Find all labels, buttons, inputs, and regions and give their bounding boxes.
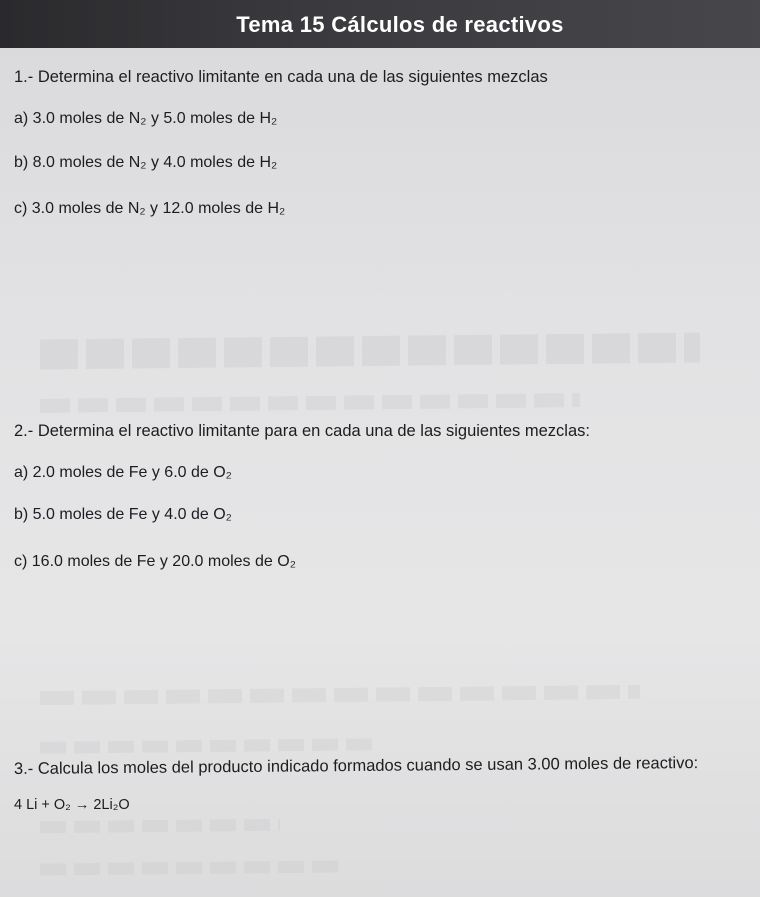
question-2-item-a: a) 2.0 moles de Fe y 6.0 de O₂ bbox=[14, 464, 232, 481]
bleed-through-text bbox=[40, 819, 280, 834]
bleed-through-text bbox=[40, 393, 580, 413]
question-2-item-b: b) 5.0 moles de Fe y 4.0 de O₂ bbox=[14, 506, 232, 523]
bleed-through-text bbox=[40, 738, 380, 754]
question-2: 2.- Determina el reactivo limitante para en cada una de las siguientes mezclas: bbox=[14, 422, 590, 440]
page-title: Tema 15 Cálculos de reactivos bbox=[236, 12, 564, 37]
bleed-through-text bbox=[40, 860, 340, 875]
question-1: 1.- Determina el reactivo limitante en cada una de las siguientes mezclas bbox=[14, 68, 548, 86]
bleed-through-text bbox=[40, 685, 640, 705]
question-1-item-c: c) 3.0 moles de N₂ y 12.0 moles de H₂ bbox=[14, 200, 286, 217]
question-3: 3.- Calcula los moles del producto indicado formados cuando se usan 3.00 moles de reactivo: bbox=[13, 754, 699, 778]
question-1-item-a: a) 3.0 moles de N₂ y 5.0 moles de H₂ bbox=[14, 110, 278, 127]
question-1-item-b: b) 8.0 moles de N₂ y 4.0 moles de H₂ bbox=[14, 154, 278, 171]
bleed-through-text bbox=[40, 333, 700, 370]
question-2-item-c: c) 16.0 moles de Fe y 20.0 moles de O₂ bbox=[14, 553, 296, 570]
chemical-equation: 4 Li + O₂ → 2Li₂O bbox=[14, 797, 130, 813]
